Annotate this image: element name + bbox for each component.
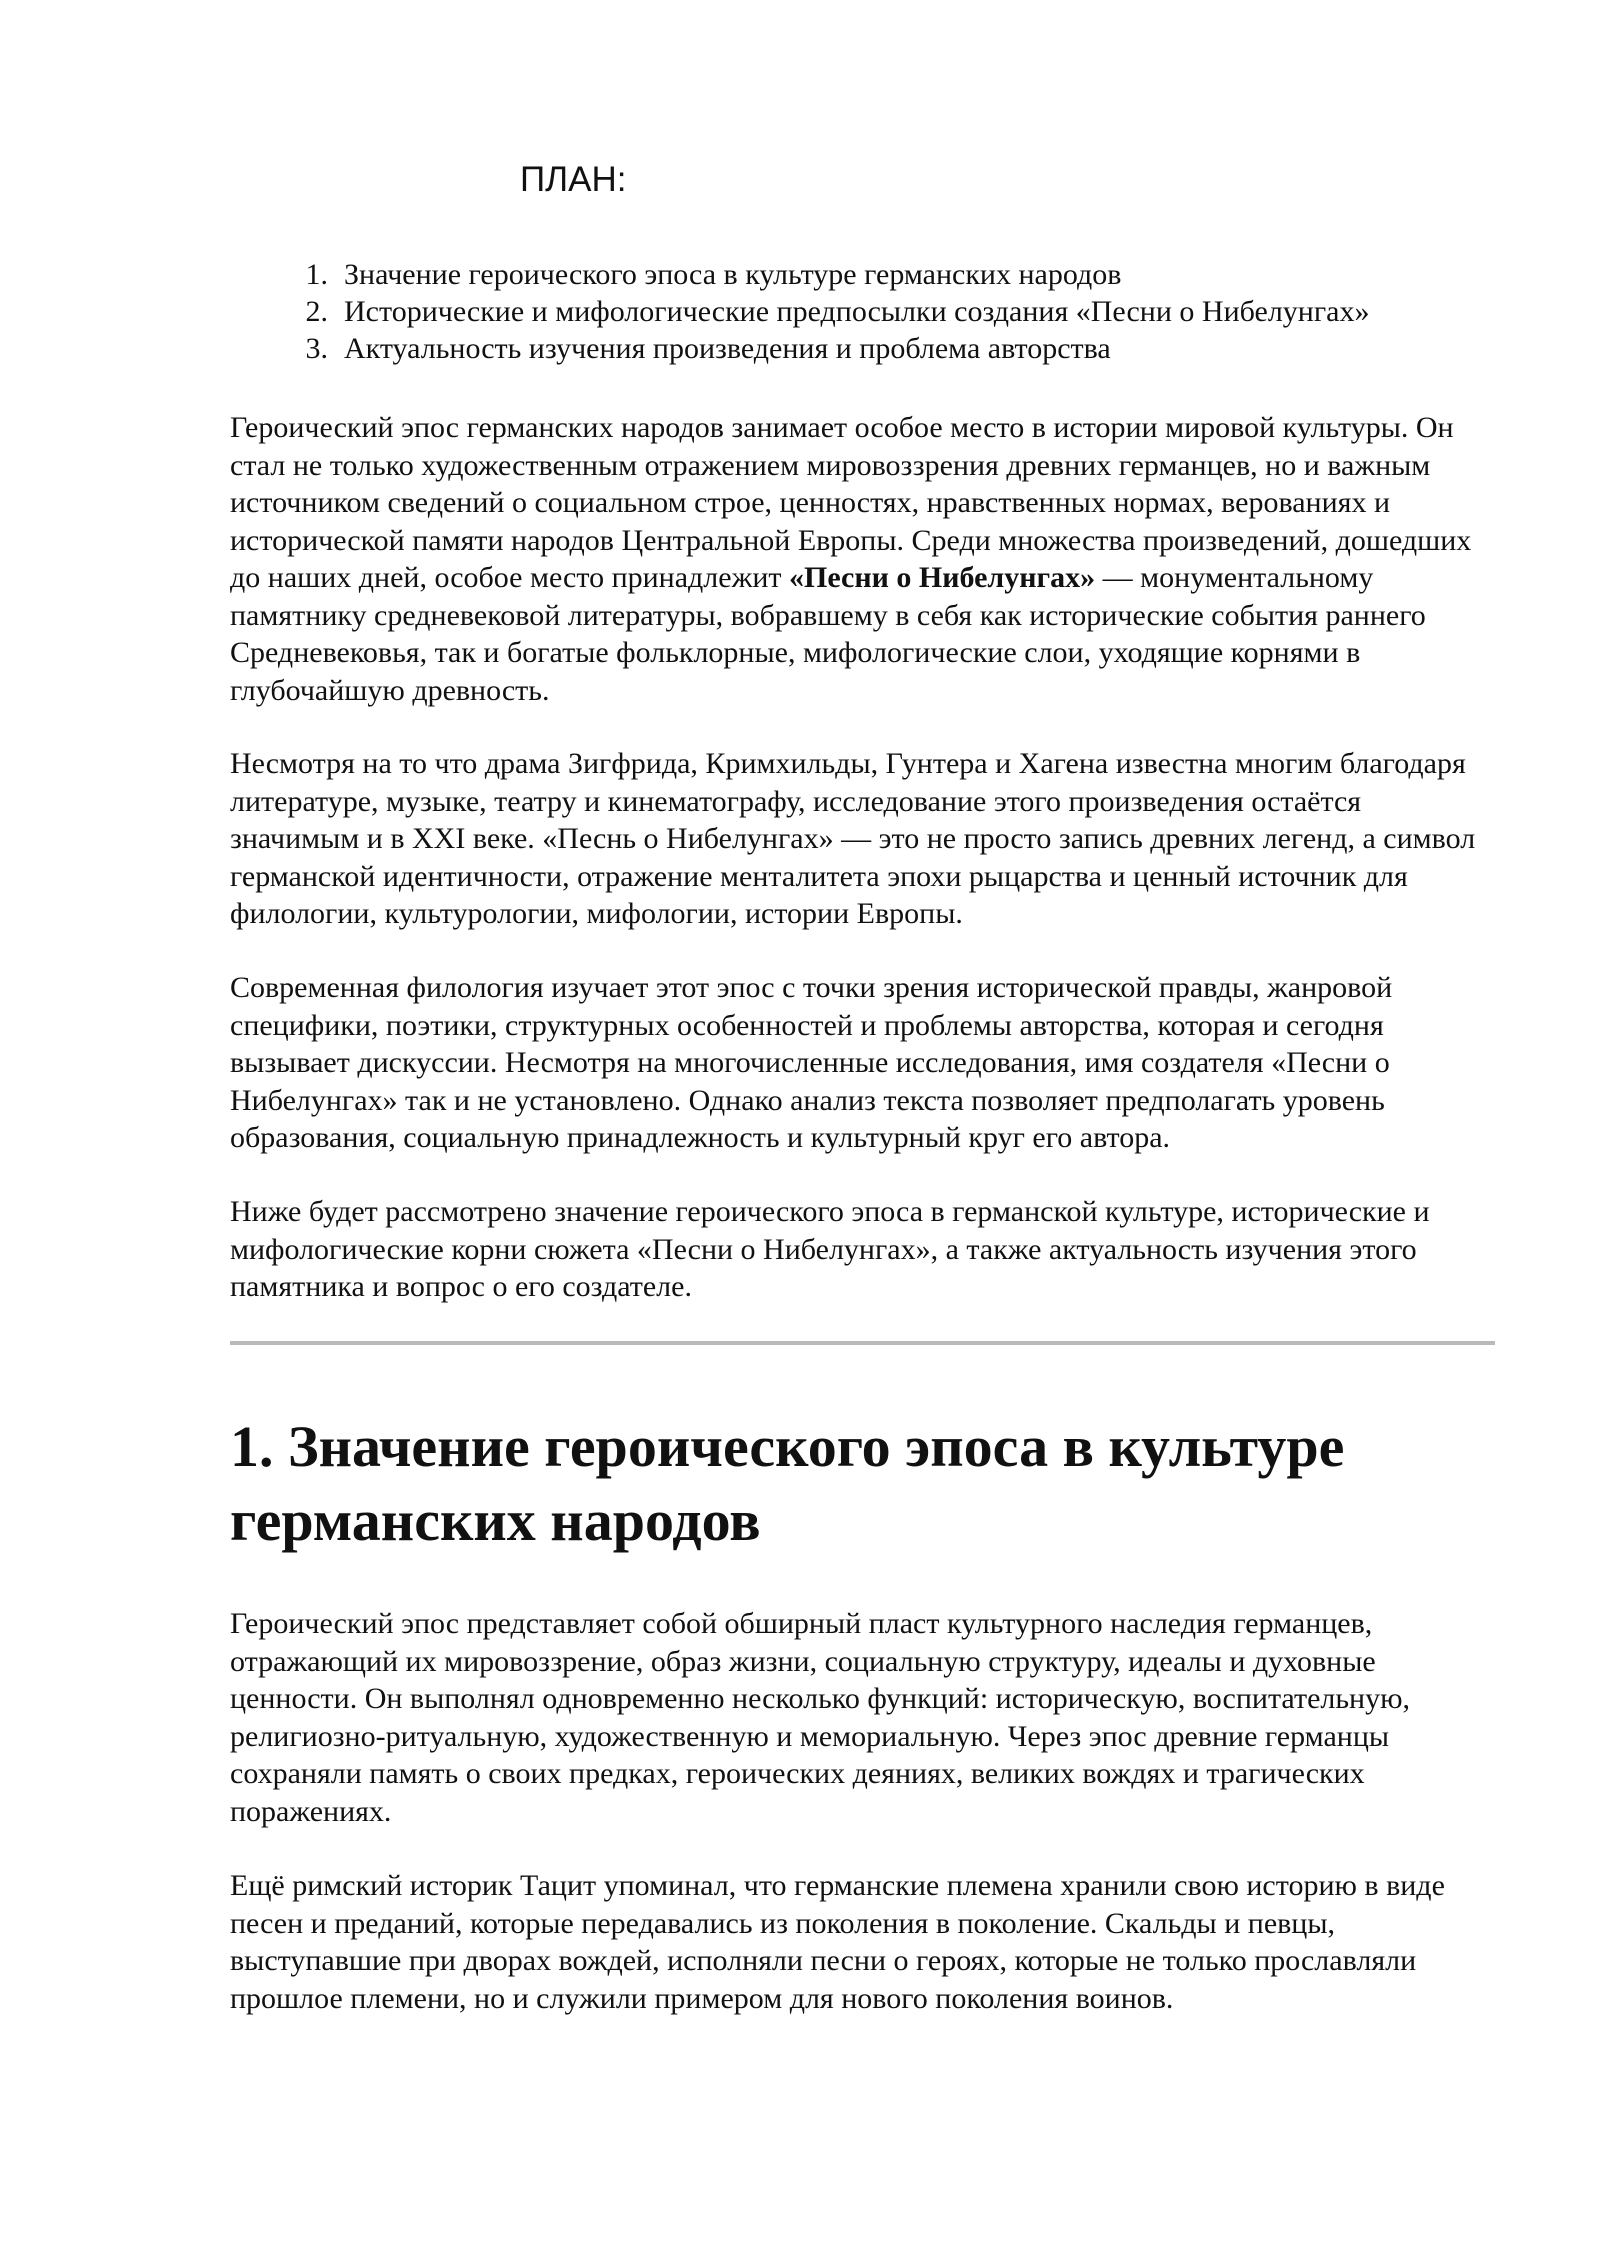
intro-paragraph-4 [230,1193,1495,1306]
section-paragraph-1 [230,1605,1495,1830]
list-item-text: Актуальность изучения произведения и проблема авторства [344,332,1111,365]
horizontal-rule [230,1341,1495,1345]
intro-text: Героический эпос германских народов занимает особое место в истории мировой культуры. Он стал не только художественным отражением мировоззрения древних германцев, но и важным источником сведений о социальном строе, ценностях, нравственных нормах, верованиях и исторической памяти народов Центральной Европы. Среди множества произведений, дошедших до наших дней, особое место принадлежит [230,411,1472,594]
paragraph-text: Ещё римский историк Тацит упоминал, что германские племена хранили свою историю в виде песен и преданий, которые передавались из поколения в поколение. Скальды и певцы, выступавшие при дворах вождей, исполняли песни о героях, которые не только прославляли прошлое племени, но и служили примером для нового поколения воинов. [230,1869,1445,2015]
list-item-number: 3. [305,332,328,365]
plan-list-item [230,256,1369,293]
list-item-text: Исторические и мифологические предпосылки создания «Песни о Нибелунгах» [344,295,1370,328]
intro-text: — монументальному памятнику средневековой литературы, вобравшему в себя как исторические события раннего Средневековья, так и богатые фольклорные, мифологические слои, уходящие корнями в глубочайшую древность. [230,561,1426,707]
list-item-number: 2. [305,295,328,328]
paragraph-text: Современная филология изучает этот эпос с точки зрения исторической правды, жанровой специфики, поэтики, структурных особенностей и проблемы авторства, которая и сегодня вызывает дискуссии. Несмотря на многочисленные исследования, имя создателя «Песни о Нибелунгах» так и не установлено. Однако анализ текста позволяет предполагать уровень образования, социальную принадлежность и культурный круг его автора. [230,971,1393,1154]
paragraph-text: Героический эпос представляет собой обширный пласт культурного наследия германцев, отражающий их мировоззрение, образ жизни, социальную структуру, идеалы и духовные ценности. Он выполнял одновременно несколько функций: историческую, воспитательную, религиозно-ритуальную, художественную и мемориальную. Через эпос древние германцы сохраняли память о своих предках, героических деяниях, великих вождях и трагических поражениях. [230,1607,1411,1828]
plan-title: ПЛАН: [520,160,627,199]
section-heading: 1. Значение героического эпоса в культуре германских народов [230,1414,1345,1553]
list-item-number: 1. [305,258,328,291]
plan-list-item [230,330,1369,367]
paragraph-text: Ниже будет рассмотрено значение героического эпоса в германской культуре, исторические и мифологические корни сюжета «Песни о Нибелунгах», а также актуальность изучения этого памятника и вопрос о его создателе. [230,1195,1430,1303]
paragraph-text: Несмотря на то что драма Зигфрида, Кримхильды, Гунтера и Хагена известна многим благодаря литературе, музыке, театру и кинематографу, исследование этого произведения остаётся значимым и в XXI веке. «Песнь о Нибелунгах» — это не просто запись древних легенд, а символ германской идентичности, отражение менталитета эпохи рыцарства и ценный источник для филологии, культурологии, мифологии, истории Европы. [230,747,1476,930]
plan-list-item [230,293,1369,330]
plan-list [230,256,1369,367]
intro-paragraph-2 [230,745,1495,933]
section-paragraph-2 [230,1867,1495,2017]
work-title-bold: «Песни о Нибелунгах» [788,561,1096,594]
intro-paragraph-1 [230,409,1495,709]
intro-paragraph-3 [230,969,1495,1157]
list-item-text: Значение героического эпоса в культуре германских народов [344,258,1122,291]
